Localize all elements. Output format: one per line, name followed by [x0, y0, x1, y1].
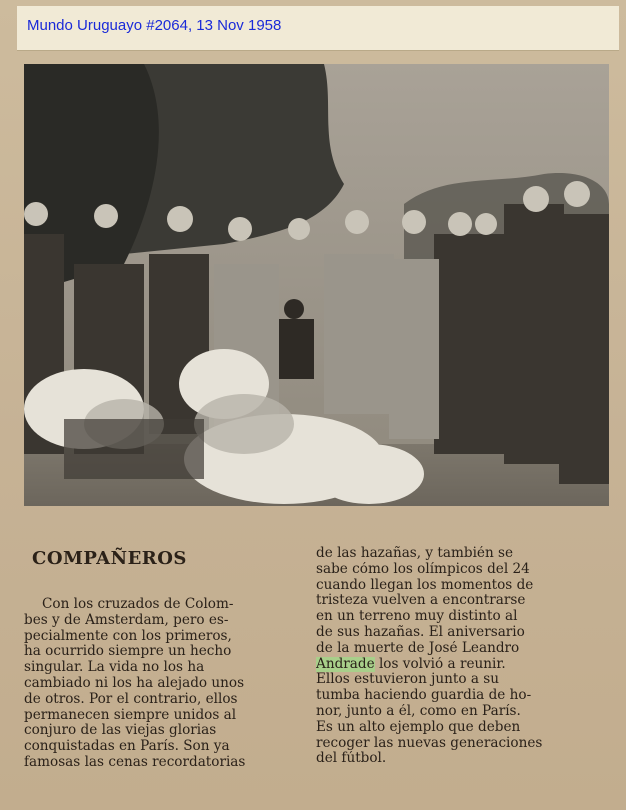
text-line: recoger las nuevas generaciones — [316, 735, 543, 751]
text-line: ha ocurrido siempre un hecho — [24, 644, 232, 660]
text-line: en un terreno muy distinto al — [316, 609, 518, 625]
photo-illustration — [24, 64, 609, 506]
text-line: conquistadas en París. Son ya — [24, 739, 230, 755]
text-line: de otros. Por el contrario, ellos — [24, 691, 238, 707]
text-line-highlighted — [316, 657, 602, 673]
text-line: bes y de Amsterdam, pero es- — [24, 612, 229, 628]
text-line: Es un alto ejemplo que deben — [316, 719, 521, 735]
text-line: tumba haciendo guardia de ho- — [316, 688, 532, 704]
text-line: sabe cómo los olímpicos del 24 — [316, 561, 530, 577]
text-line: Con los cruzados de Colom- — [42, 597, 234, 612]
text-line: pecialmente con los primeros, — [24, 628, 232, 644]
text-line: conjuro de las viejas glorias — [24, 723, 217, 739]
text-line: de las hazañas, y también se — [316, 546, 514, 561]
text-line: nor, junto a él, como en París. — [316, 703, 521, 719]
text-line: de sus hazañas. El aniversario — [316, 624, 525, 640]
caption-text: Mundo Uruguayo #2064, 13 Nov 1958 — [27, 17, 282, 34]
text-line: cuando llegan los momentos de — [316, 577, 534, 593]
text-line: cambiado ni los ha alejado unos — [24, 675, 245, 691]
highlighted-name: Andrade — [316, 656, 375, 672]
text-line: del fútbol. — [316, 751, 387, 767]
text-line: Ellos estuvieron junto a su — [316, 672, 500, 688]
text-line: de la muerte de José Leandro — [316, 640, 520, 656]
article-column-left — [24, 597, 304, 771]
article-headline: COMPAÑEROS — [32, 548, 187, 569]
caption-banner — [17, 6, 619, 51]
newspaper-photo — [24, 64, 609, 506]
text-line: tristeza vuelven a encontrarse — [316, 593, 526, 609]
text-line: permanecen siempre unidos al — [24, 707, 237, 723]
article-column-right — [316, 546, 602, 767]
highlight-line-rest: los volvió a reunir. — [374, 656, 506, 672]
text-line: famosas las cenas recordatorias — [24, 754, 246, 770]
text-line: singular. La vida no los ha — [24, 660, 205, 676]
